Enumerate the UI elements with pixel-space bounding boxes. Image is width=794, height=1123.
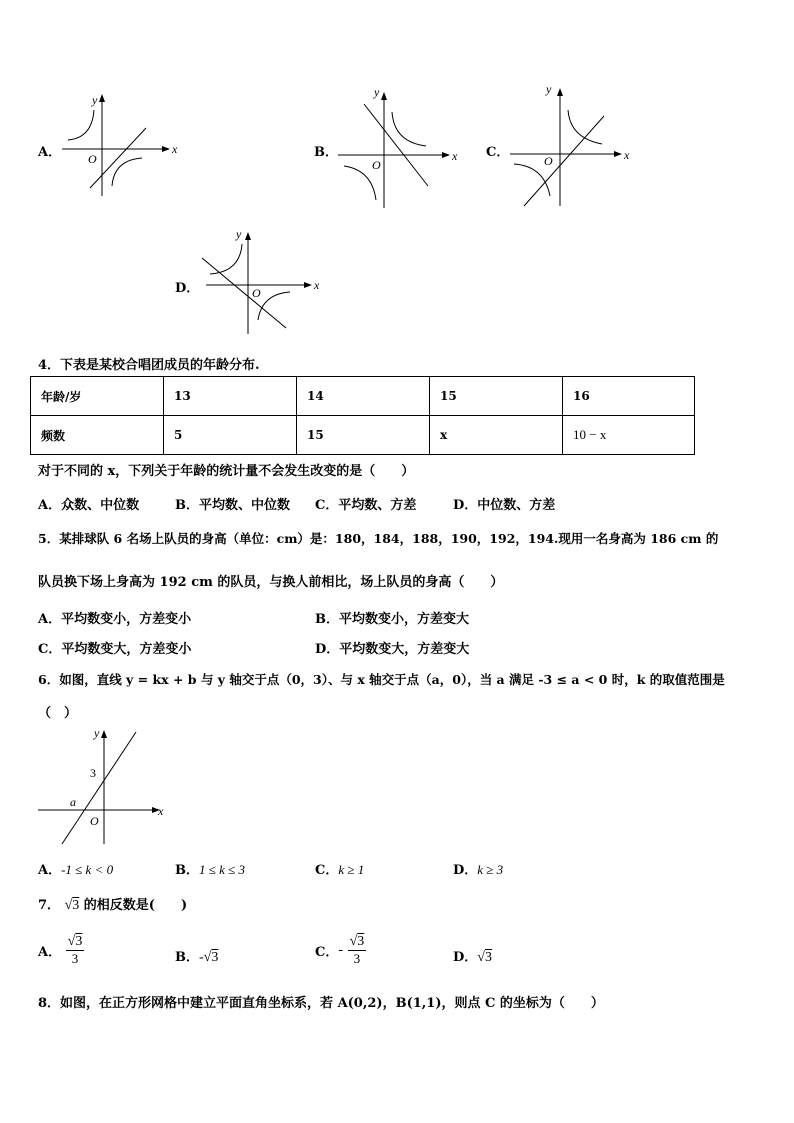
axis-x-label: x	[172, 142, 178, 156]
denominator: 3	[353, 951, 361, 966]
axis-x-label: x	[452, 149, 458, 163]
age-frequency-table	[30, 376, 695, 455]
axis-y-label: y	[546, 82, 552, 96]
q7-option-d	[453, 946, 492, 966]
sqrt-expression: -√3	[199, 950, 219, 965]
graph-option-c	[508, 80, 638, 210]
origin-label: O	[90, 814, 99, 828]
numerator: √3	[67, 934, 83, 949]
question-4-prompt: 对于不同的 x，下列关于年龄的统计量不会发生改变的是（ ）	[38, 464, 415, 479]
option-expression: k ≥ 3	[477, 862, 504, 877]
option-letter: B．	[175, 950, 199, 965]
graph-option-a	[58, 88, 183, 200]
graph-option-b	[336, 82, 466, 212]
question-5-line2: 队员换下场上身高为 192 cm 的队员，与换人前相比，场上队员的身高（ ）	[38, 575, 504, 590]
axis-x-label: x	[158, 804, 164, 818]
axis-y-label: y	[92, 93, 98, 107]
q5-option-b: B．平均数变小，方差变大	[315, 612, 469, 627]
option-letter: D．	[453, 863, 478, 878]
radicand: 3	[357, 934, 365, 949]
table-cell: 5	[164, 416, 297, 455]
q7-option-b	[175, 946, 218, 966]
axis-x-label: x	[624, 148, 630, 162]
axis-y-label: y	[94, 726, 100, 740]
radicand: 3	[72, 898, 80, 913]
option-letter: C．	[315, 863, 339, 878]
numerator: √3	[349, 934, 365, 949]
table-cell: 16	[563, 377, 695, 416]
option-letter: C．	[315, 945, 339, 960]
table-cell: 年龄/岁	[31, 377, 164, 416]
table-cell: 频数	[31, 416, 164, 455]
option-letter: B．	[175, 863, 199, 878]
axis-x-label: x	[314, 278, 320, 292]
q5-option-a: A．平均数变小，方差变小	[38, 612, 192, 627]
q4-option-c: C．平均数、方差	[315, 498, 417, 513]
table-row	[31, 416, 695, 455]
table-cell: 15	[430, 377, 563, 416]
option-b-label: B．	[314, 145, 338, 160]
question-8-stem: 8．如图，在正方形网格中建立平面直角坐标系，若 A(0,2)，B(1,1)，则点 C 的坐标为（ ）	[38, 996, 604, 1011]
q4-option-d: D．中位数、方差	[453, 498, 556, 513]
q4-option-a: A．众数、中位数	[38, 498, 140, 513]
origin-label: O	[252, 286, 261, 300]
q7-option-a	[38, 934, 84, 967]
table-cell: 15	[297, 416, 430, 455]
graph-question-6	[34, 724, 174, 848]
question-text: 的相反数是( )	[83, 898, 188, 913]
table-row	[31, 377, 695, 416]
question-6-line2: （ ）	[38, 706, 78, 721]
option-expression: k ≥ 1	[338, 862, 365, 877]
question-5-line1: 5．某排球队 6 名场上队员的身高（单位：cm）是：180，184，188，190，192，194.现用一名身高为 186 cm 的	[38, 531, 719, 546]
question-number: 7．	[38, 898, 61, 913]
sqrt-expression: √3	[477, 950, 492, 965]
option-expression: -1 ≤ k < 0	[61, 862, 114, 877]
graph-option-d	[196, 226, 328, 338]
origin-label: O	[88, 152, 97, 166]
origin-label: O	[372, 158, 381, 172]
option-letter: A．	[38, 945, 62, 960]
option-letter: A．	[38, 863, 62, 878]
sign: -	[199, 950, 204, 965]
denominator: 3	[71, 951, 79, 966]
table-cell: 14	[297, 377, 430, 416]
option-d-label: D．	[175, 281, 200, 296]
table-cell: x	[430, 416, 563, 455]
option-c-label: C．	[486, 145, 510, 160]
sign: -	[338, 942, 344, 958]
option-letter: D．	[453, 950, 478, 965]
option-expression: 1 ≤ k ≤ 3	[199, 862, 246, 877]
table-cell: 10 − x	[563, 416, 695, 455]
radicand: 3	[75, 934, 83, 949]
axis-y-label: y	[374, 85, 380, 99]
q5-option-d: D．平均数变大，方差变大	[315, 642, 470, 657]
q5-option-c: C．平均数变大，方差变小	[38, 642, 192, 657]
q6-option-c	[315, 859, 364, 878]
radicand: 3	[484, 950, 492, 965]
y-intercept-label: 3	[90, 766, 96, 780]
fraction	[348, 934, 367, 967]
q6-option-b	[175, 859, 245, 878]
option-a-label: A．	[38, 145, 62, 160]
x-intercept-label: a	[70, 795, 76, 809]
q4-option-b: B．平均数、中位数	[175, 498, 290, 513]
question-7-stem	[38, 894, 187, 914]
radicand: 3	[211, 950, 219, 965]
sqrt-expression: √3	[64, 898, 80, 913]
q6-option-a	[38, 859, 113, 878]
question-6-line1: 6．如图，直线 y = kx + b 与 y 轴交于点（0，3）、与 x 轴交于点（a，0），当 a 满足 -3 ≤ a < 0 时，k 的取值范围是	[38, 672, 725, 687]
fraction	[66, 934, 85, 967]
origin-label: O	[544, 154, 553, 168]
q6-option-d	[453, 859, 503, 878]
question-4-stem: 4．下表是某校合唱团成员的年龄分布.	[38, 358, 260, 373]
axis-y-label: y	[236, 227, 242, 241]
q7-option-c	[315, 934, 366, 967]
table-cell: 13	[164, 377, 297, 416]
